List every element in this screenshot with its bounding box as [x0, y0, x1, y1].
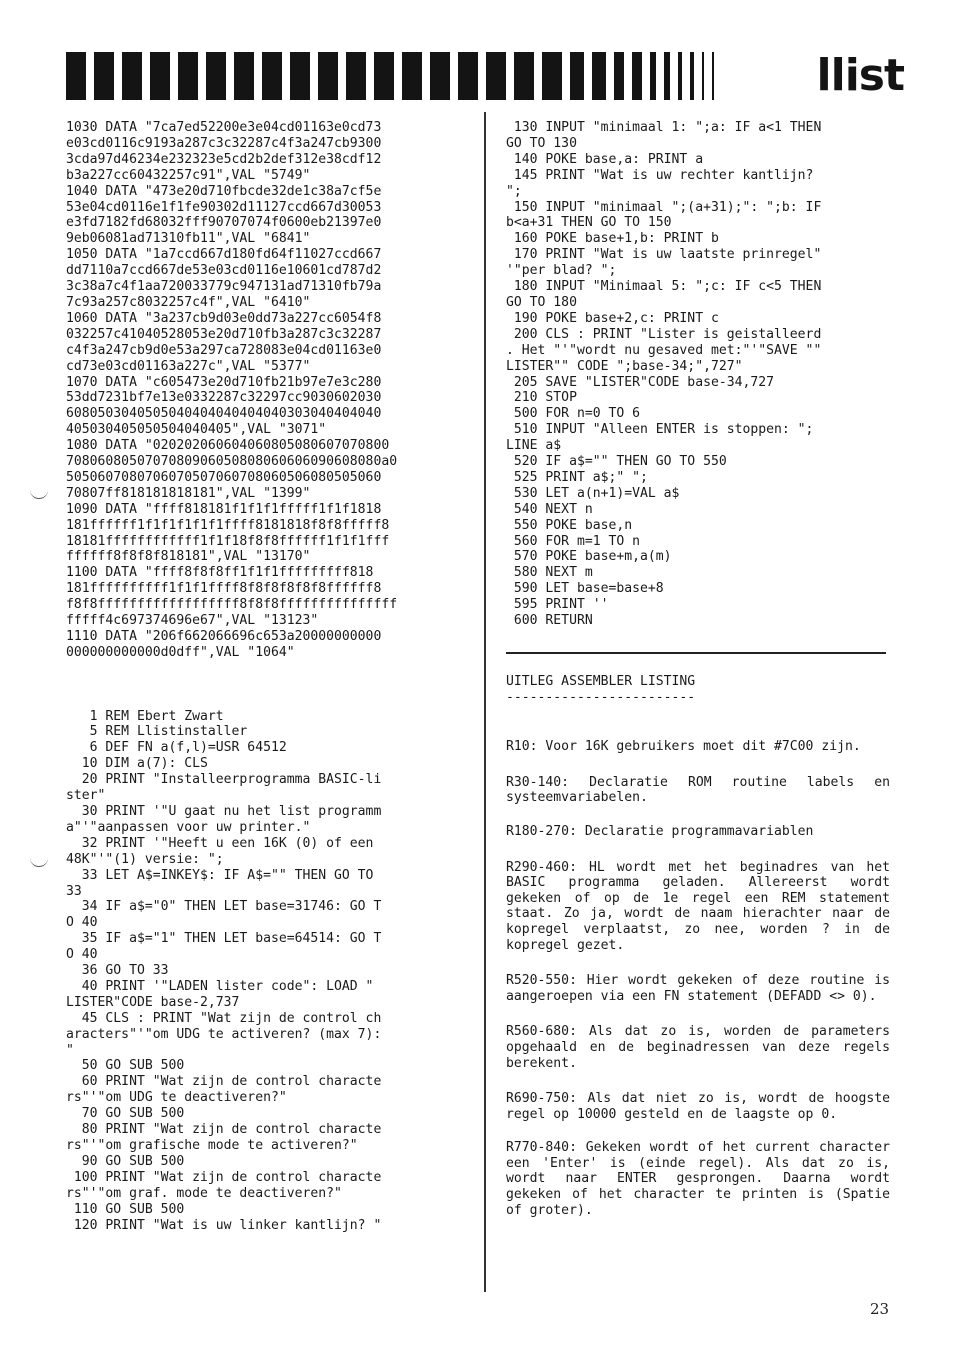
- code-line: 1070 DATA "c605473e20d710fb21b97e7e3c280: [66, 374, 382, 390]
- code-line: 50 GO SUB 500: [66, 1058, 185, 1074]
- code-line: 7080608050707080906050808060606090608080a0: [66, 454, 398, 470]
- code-line: 18181ffffffffffff1f1f18f8f8ffffff1f1f1fff: [66, 533, 390, 549]
- code-line: 80 PRINT "Wat zijn de control characte: [66, 1122, 382, 1138]
- code-line: [66, 693, 452, 709]
- punch-hole-mark: [30, 488, 48, 499]
- code-line: LISTER"CODE base-2,737: [66, 994, 240, 1010]
- code-line: 53dd7231bf7e13e0332287c32297cc9030602030: [66, 390, 382, 406]
- code-line: 5 REM Llistinstaller: [66, 724, 248, 740]
- code-line: O 40: [66, 947, 98, 963]
- code-line: [66, 661, 452, 677]
- code-line: 530 LET a(n+1)=VAL a$: [506, 485, 680, 501]
- code-line: 000000000000d0dff",VAL "1064": [66, 644, 295, 660]
- code-line: 70 GO SUB 500: [66, 1106, 185, 1122]
- code-line: rs"'"om grafische mode te activeren?": [66, 1138, 358, 1153]
- code-line: 130 INPUT "minimaal 1: ";a: IF a<1 THEN: [506, 120, 822, 135]
- explanation-heading: UITLEG ASSEMBLER LISTING: [506, 674, 696, 689]
- code-line: 500 FOR n=0 TO 6: [506, 406, 641, 422]
- code-line: '"per blad? ";: [506, 263, 617, 279]
- code-line: b<a+31 THEN GO TO 150: [506, 215, 672, 231]
- explanation-paragraph: R560-680: Als dat zo is, worden de parameters opgehaald en de beginadressen van deze regels berekent.: [506, 1024, 890, 1071]
- code-line: b3a227cc60432257c91",VAL "5749": [66, 167, 311, 183]
- code-line: 150 INPUT "minimaal ";(a+31);": ";b: IF: [506, 199, 822, 215]
- code-line: 520 IF a$="" THEN GO TO 550: [506, 454, 727, 470]
- column-divider: [484, 112, 486, 1292]
- code-line: e03cd0116c9193a287c3c32287c4f3a247cb9300: [66, 135, 382, 151]
- code-line: 10 DIM a(7): CLS: [66, 756, 208, 772]
- explanation-paragraph: R770-840: Gekeken wordt of het current character een 'Enter' is (einde regel). Als dat zo is, wordt naar ENTER gesprongen. Daarna wordt gekeken of het character te printen is (Spatie of groter).: [506, 1140, 890, 1218]
- code-line: ": [66, 1042, 74, 1058]
- code-line: 190 POKE base+2,c: PRINT c: [506, 310, 719, 326]
- code-line: 595 PRINT '': [506, 597, 609, 613]
- code-line: 032257c41040528053e20d710fb3a287c3c32287: [66, 326, 382, 342]
- explanation-heading-underline: ------------------------: [506, 689, 696, 705]
- code-line: 110 GO SUB 500: [66, 1201, 185, 1217]
- code-line: cd73e03cd01163a227c",VAL "5377": [66, 358, 311, 374]
- code-line: 580 NEXT m: [506, 565, 593, 581]
- punch-hole-mark: [30, 856, 48, 867]
- code-line: 3cda97d46234e232323e5cd2b2def312e38cdf12: [66, 151, 382, 167]
- code-line: 200 CLS : PRINT "Lister is geistalleerd: [506, 326, 822, 342]
- code-line: aracters"'"om UDG te activeren? (max 7):: [66, 1026, 382, 1042]
- code-line: dd7110a7ccd667de53e03cd0116e10601cd787d2: [66, 263, 382, 279]
- code-line: 3c38a7c4f1aa720033779c947131ad71310fb79a: [66, 279, 382, 295]
- explanation-paragraph: R290-460: HL wordt met het beginadres van het BASIC programma geladen. Allereerst wordt gekeken of op de 1e regel een REM statement staat. Zo ja, wordt de naam hierachter naar de kopregel verplaatst, zo nee, worden ? in de kopregel gezet.: [506, 859, 890, 953]
- code-line: fffff4c697374696e67",VAL "13123": [66, 613, 319, 629]
- explanation-paragraph: R30-140: Declaratie ROM routine labels en systeemvariabelen.: [506, 774, 890, 806]
- code-line: 40 PRINT '"LADEN lister code": LOAD ": [66, 978, 374, 994]
- code-line: 1 REM Ebert Zwart: [66, 708, 224, 724]
- code-line: 170 PRINT "Wat is uw laatste prinregel": [506, 247, 822, 263]
- code-line: [66, 677, 452, 693]
- explanation-paragraph: R690-750: Als dat niet zo is, wordt de hoogste regel op 10000 gesteld en de laagste op 0.: [506, 1091, 890, 1122]
- code-line: GO TO 130: [506, 135, 577, 151]
- code-line: 1040 DATA "473e20d710fbcde32de1c38a7cf5e: [66, 183, 382, 199]
- code-line: 90 GO SUB 500: [66, 1153, 185, 1169]
- code-line: rs"'"om UDG te deactiveren?": [66, 1090, 287, 1106]
- code-line: 510 INPUT "Alleen ENTER is stoppen: ";: [506, 422, 814, 438]
- code-line: 181ffffffffff1f1f1ffff8f8f8f8f8f8ffffff8: [66, 581, 382, 597]
- code-line: 36 GO TO 33: [66, 963, 169, 979]
- code-line: 525 PRINT a$;" ";: [506, 469, 648, 485]
- code-line: 590 LET base=base+8: [506, 581, 664, 597]
- code-line: 180 INPUT "Minimaal 5: ";c: IF c<5 THEN: [506, 279, 822, 295]
- code-line: 1090 DATA "ffff818181f1f1f1fffff1f1f1818: [66, 501, 382, 517]
- code-line: 53e04cd0116e1f1fe90302d11127ccd667d30053: [66, 199, 382, 215]
- code-line: a"'"aanpassen voor uw printer.": [66, 819, 311, 835]
- code-line: 120 PRINT "Wat is uw linker kantlijn? ": [66, 1217, 382, 1233]
- code-line: rs"'"om graf. mode te deactiveren?": [66, 1185, 342, 1201]
- page-header: [66, 52, 904, 102]
- code-line: 60 PRINT "Wat zijn de control characte: [66, 1074, 382, 1090]
- code-line: f8f8ffffffffffffffffff8f8f8fffffffffffffff: [66, 597, 398, 613]
- code-line: 35 IF a$="1" THEN LET base=64514: GO T: [66, 931, 382, 947]
- code-line: 1110 DATA "206f662066696c653a20000000000: [66, 629, 382, 644]
- code-line: . Het "'"wordt nu gesaved met:"'"SAVE "": [506, 342, 822, 358]
- code-line: ";: [506, 183, 522, 199]
- code-line: 1050 DATA "1a7ccd667d180fd64f11027ccd667: [66, 247, 382, 263]
- code-line: 34 IF a$="0" THEN LET base=31746: GO T: [66, 899, 382, 915]
- code-line: 160 POKE base+1,b: PRINT b: [506, 231, 719, 247]
- code-line: 405030405050504040405",VAL "3071": [66, 422, 327, 438]
- code-line: 45 CLS : PRINT "Wat zijn de control ch: [66, 1010, 382, 1026]
- code-line: 181ffffff1f1f1f1f1f1ffff8181818f8f8fffff8: [66, 517, 390, 533]
- explanation-paragraph: R180-270: Declaratie programmavariablen: [506, 823, 814, 839]
- code-line: 20 PRINT "Installeerprogramma BASIC-li: [66, 772, 382, 788]
- code-line: GO TO 180: [506, 294, 577, 310]
- code-line: 210 STOP: [506, 390, 577, 406]
- list-logo: llist: [816, 50, 904, 101]
- basic-listing-left: [66, 120, 452, 1233]
- code-line: ffffff8f8f8f818181",VAL "13170": [66, 549, 311, 565]
- code-line: 205 SAVE "LISTER"CODE base-34,727: [506, 374, 775, 390]
- code-line: 33: [66, 883, 82, 899]
- code-line: 9eb06081ad71310fb11",VAL "6841": [66, 231, 311, 247]
- code-line: e3fd7182fd68032fff90707074f0600eb21397e0: [66, 215, 382, 231]
- code-line: 70807ff818181818181",VAL "1399": [66, 485, 311, 501]
- code-line: 1080 DATA "020202060604060805080607070800: [66, 438, 390, 454]
- explanation-paragraph: R10: Voor 16K gebruikers moet dit #7C00 zijn.: [506, 739, 861, 755]
- code-line: 33 LET A$=INKEY$: IF A$="" THEN GO TO: [66, 867, 374, 883]
- code-line: 600 RETURN: [506, 613, 593, 629]
- code-line: O 40: [66, 915, 98, 931]
- code-line: c4f3a247cb9d0e53a297ca728083e04cd01163e0: [66, 342, 382, 358]
- code-line: 560 FOR m=1 TO n: [506, 533, 641, 549]
- code-line: 540 NEXT n: [506, 501, 593, 517]
- code-line: 1030 DATA "7ca7ed52200e3e04cd01163e0cd73: [66, 120, 382, 135]
- page-number: 23: [870, 1300, 890, 1318]
- code-line: 7c93a257c8032257c4f",VAL "6410": [66, 294, 311, 310]
- code-line: 570 POKE base+m,a(m): [506, 549, 672, 565]
- code-line: 6080503040505040404040404040303040404040: [66, 406, 382, 422]
- explanation-paragraph: R520-550: Hier wordt gekeken of deze routine is aangeroepen via een FN statement (DEFADD <> 0).: [506, 973, 890, 1004]
- code-line: 100 PRINT "Wat zijn de control characte: [66, 1169, 382, 1185]
- code-line: 48K"'"(1) versie: ";: [66, 851, 224, 867]
- code-line: LINE a$: [506, 438, 562, 454]
- explanation-section: [506, 674, 890, 1218]
- code-line: 145 PRINT "Wat is uw rechter kantlijn?: [506, 167, 814, 183]
- basic-listing-right: [506, 120, 892, 629]
- code-line: 30 PRINT '"U gaat nu het list programm: [66, 803, 382, 819]
- code-line: 6 DEF FN a(f,l)=USR 64512: [66, 740, 287, 756]
- code-line: LISTER"" CODE ";base-34;",727": [506, 358, 743, 374]
- code-line: 550 POKE base,n: [506, 517, 633, 533]
- code-line: 140 POKE base,a: PRINT a: [506, 151, 704, 167]
- code-line: 1060 DATA "3a237cb9d03e0dd73a227cc6054f8: [66, 310, 382, 326]
- section-divider: [506, 652, 886, 654]
- code-line: 5050607080706070507060708060506080505060: [66, 469, 382, 485]
- code-line: ster": [66, 788, 106, 804]
- code-line: 1100 DATA "ffff8f8f8ff1f1f1fffffffff818: [66, 565, 374, 581]
- code-line: 32 PRINT '"Heeft u een 16K (0) of een: [66, 835, 374, 851]
- header-bar-pattern: [66, 52, 714, 100]
- explanation-paragraphs: [506, 739, 890, 1218]
